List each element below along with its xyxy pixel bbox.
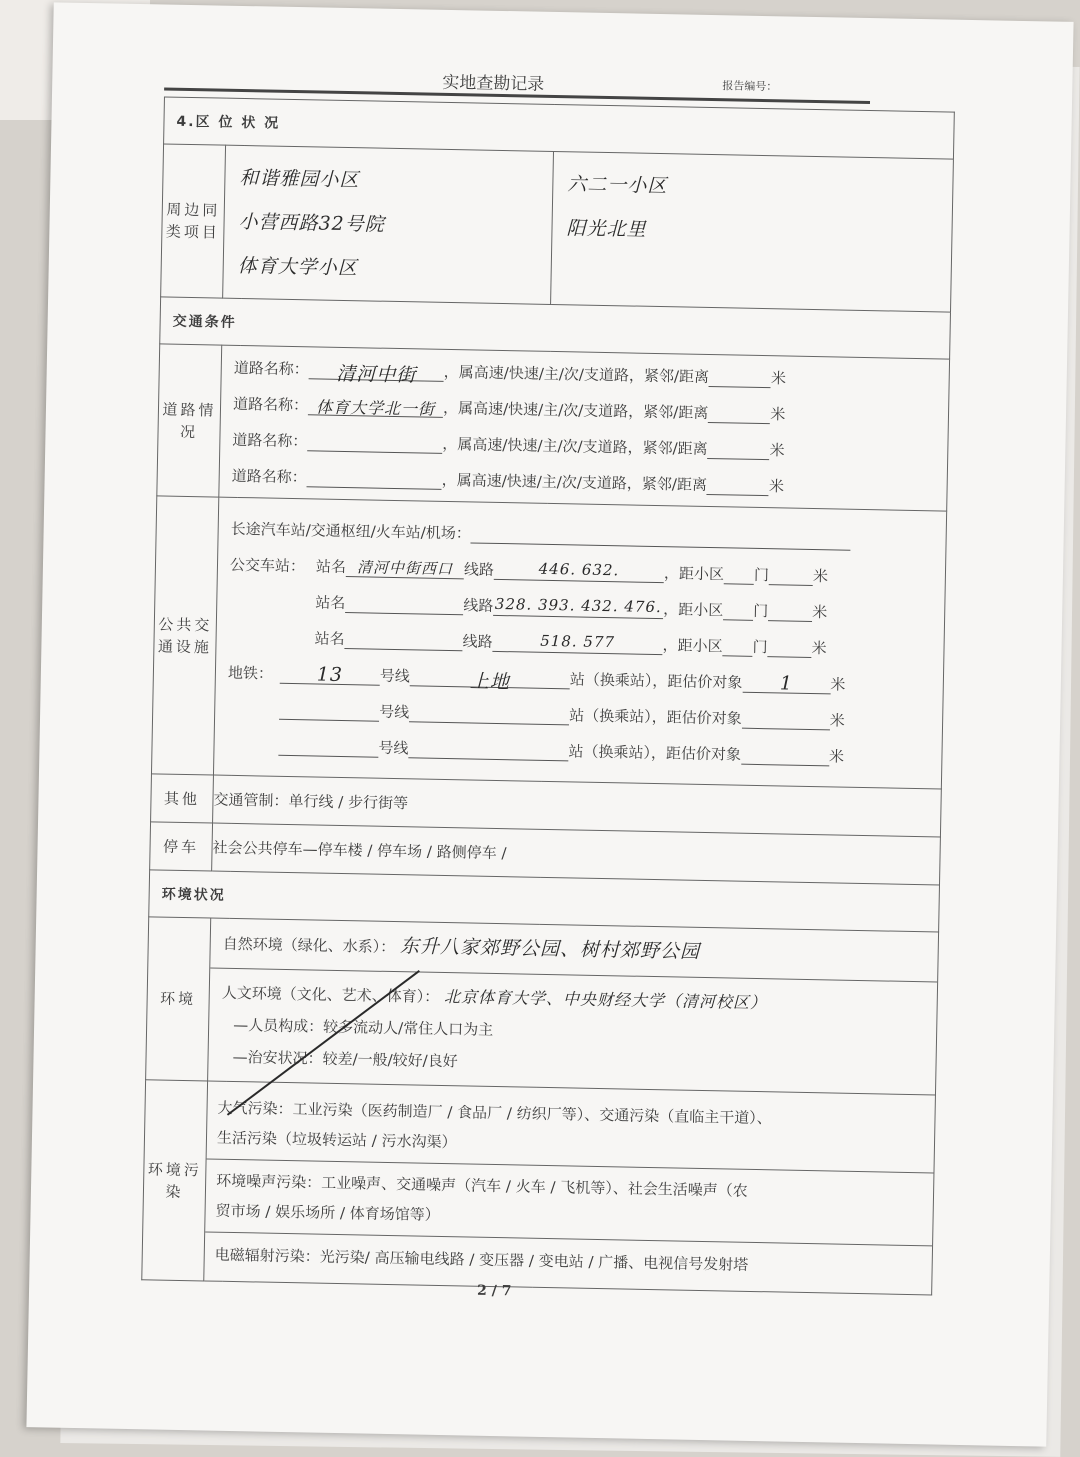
road-row: 道路名称： 清河中街 ，属高速/快速/主/次/支道路，紧邻/距离 米 xyxy=(233,358,787,388)
section-environment: 环境状况 xyxy=(149,870,940,932)
section-location: 4.区 位 状 况 xyxy=(164,97,955,159)
metro-row: 地铁： 13 号线 上地 站（换乘站），距估价对象 1 米 xyxy=(227,663,846,695)
projects-right-cell xyxy=(551,151,954,312)
air-pollution: 大气污染：工业污染（医药制造厂 / 食品厂 / 纺织厂等）、交通污染（直临主干道）、 生活污染（垃圾转运站 / 污水沟渠） xyxy=(207,1086,935,1173)
bus-row: 公交车站： 站名 清河中街西口 线路 446. 632. ，距小区 门 米 xyxy=(229,555,829,586)
page-number: 2 / 7 xyxy=(476,1282,512,1300)
road-name-value: 清河中街 xyxy=(309,358,444,382)
bus-station-value: 清河中街西口 xyxy=(346,556,464,579)
metro-row: 号线 站（换乘站），距估价对象 米 xyxy=(215,690,943,740)
metro-station-value xyxy=(409,701,569,725)
cultural-env-row: 人文环境（文化、艺术、体育）： 北京体育大学、中央财经大学（清河校区） xyxy=(221,983,768,1013)
metro-station-value xyxy=(408,737,568,761)
road-row: 道路名称： ，属高速/快速/主/次/支道路，紧邻/距离 米 xyxy=(231,466,785,496)
metro-line-value xyxy=(278,735,378,758)
projects-label: 周边同类项目 xyxy=(161,144,226,298)
bus-lines-value: 518. 577 xyxy=(492,631,662,655)
bus-station-value xyxy=(344,628,462,651)
road-name-value: 体育大学北一街 xyxy=(308,394,443,418)
project-item: 小营西路32号院 xyxy=(238,210,385,236)
section-traffic: 交通条件 xyxy=(160,297,951,359)
form-page xyxy=(26,2,1073,1446)
long-distance-row: 长途汽车站/交通枢纽/火车站/机场： xyxy=(218,510,946,560)
projects-left-cell xyxy=(223,145,554,304)
pollution-label: 环境污染 xyxy=(142,1080,208,1281)
other-label: 其他 xyxy=(151,774,214,823)
metro-line-value: 13 xyxy=(280,663,380,686)
natural-env-row: 自然环境（绿化、水系）： 东升八家郊野公园、树村郊野公园 xyxy=(210,919,938,983)
project-item: 和谐雅园小区 xyxy=(239,166,360,192)
pollution-cell xyxy=(204,1081,936,1295)
project-item: 六二一小区 xyxy=(567,173,668,198)
project-item: 体育大学小区 xyxy=(237,254,358,280)
road-row: 道路名称： ，属高速/快速/主/次/支道路，紧邻/距离 米 xyxy=(232,430,785,460)
metro-row: 号线 站（换乘站），距估价对象 米 xyxy=(214,726,942,776)
bus-row: 站名 线路 518. 577 ，距小区 门 米 xyxy=(314,629,827,658)
emr-pollution: 电磁辐射污染：光污染/ 高压输电线路 / 变压器 / 变电站 / 广播、电视信号发射塔 xyxy=(214,1245,749,1274)
metro-distance-value xyxy=(741,708,829,731)
environment-cell xyxy=(208,918,939,1095)
road-name-value xyxy=(307,430,442,454)
people-row: —人员构成：较多流动人/常住人口为主 xyxy=(233,1015,494,1039)
other-value: 交通管制：单行线 / 步行街等 xyxy=(213,775,942,837)
environment-label: 环境 xyxy=(146,917,211,1081)
roads-cell xyxy=(219,345,950,511)
parking-label: 停车 xyxy=(150,822,213,871)
report-number-label: 报告编号： xyxy=(722,79,778,94)
natural-env-value: 东升八家郊野公园、树村郊野公园 xyxy=(399,935,701,963)
bus-row: 站名 线路 328. 393. 432. 476. ，距小区 门 米 xyxy=(315,593,828,622)
road-label: 道路情况 xyxy=(157,344,222,497)
metro-distance-value: 1 xyxy=(742,672,830,695)
metro-station-value: 上地 xyxy=(410,665,570,689)
public-transit-cell xyxy=(213,497,946,789)
bus-lines-value: 328. 393. 432. 476. xyxy=(493,595,663,619)
road-row: 道路名称： 体育大学北一街 ，属高速/快速/主/次/支道路，紧邻/距离 米 xyxy=(232,394,786,424)
road-name-value xyxy=(307,466,442,490)
bus-lines-value: 446. 632. xyxy=(494,559,664,583)
page-title: 实地查勘记录 xyxy=(442,72,545,95)
project-item: 阳光北里 xyxy=(566,217,647,241)
security-row: —治安状况：较差/一般/较好/良好 xyxy=(232,1047,458,1071)
noise-pollution: 环境噪声污染：工业噪声、交通噪声（汽车 / 火车 / 飞机等）、社会生活噪声（农 贸市场 / 娱乐场所 / 体育场馆等） xyxy=(205,1159,933,1246)
survey-form-table xyxy=(141,96,955,1295)
bus-station-value xyxy=(345,592,463,615)
public-transit-label: 公共交通设施 xyxy=(151,496,218,775)
metro-distance-value xyxy=(741,744,829,767)
metro-line-value xyxy=(279,699,379,722)
cultural-env-value: 北京体育大学、中央财经大学（清河校区） xyxy=(443,987,768,1013)
parking-value: 社会公共停车—停车楼 / 停车场 / 路侧停车 / xyxy=(212,823,941,885)
